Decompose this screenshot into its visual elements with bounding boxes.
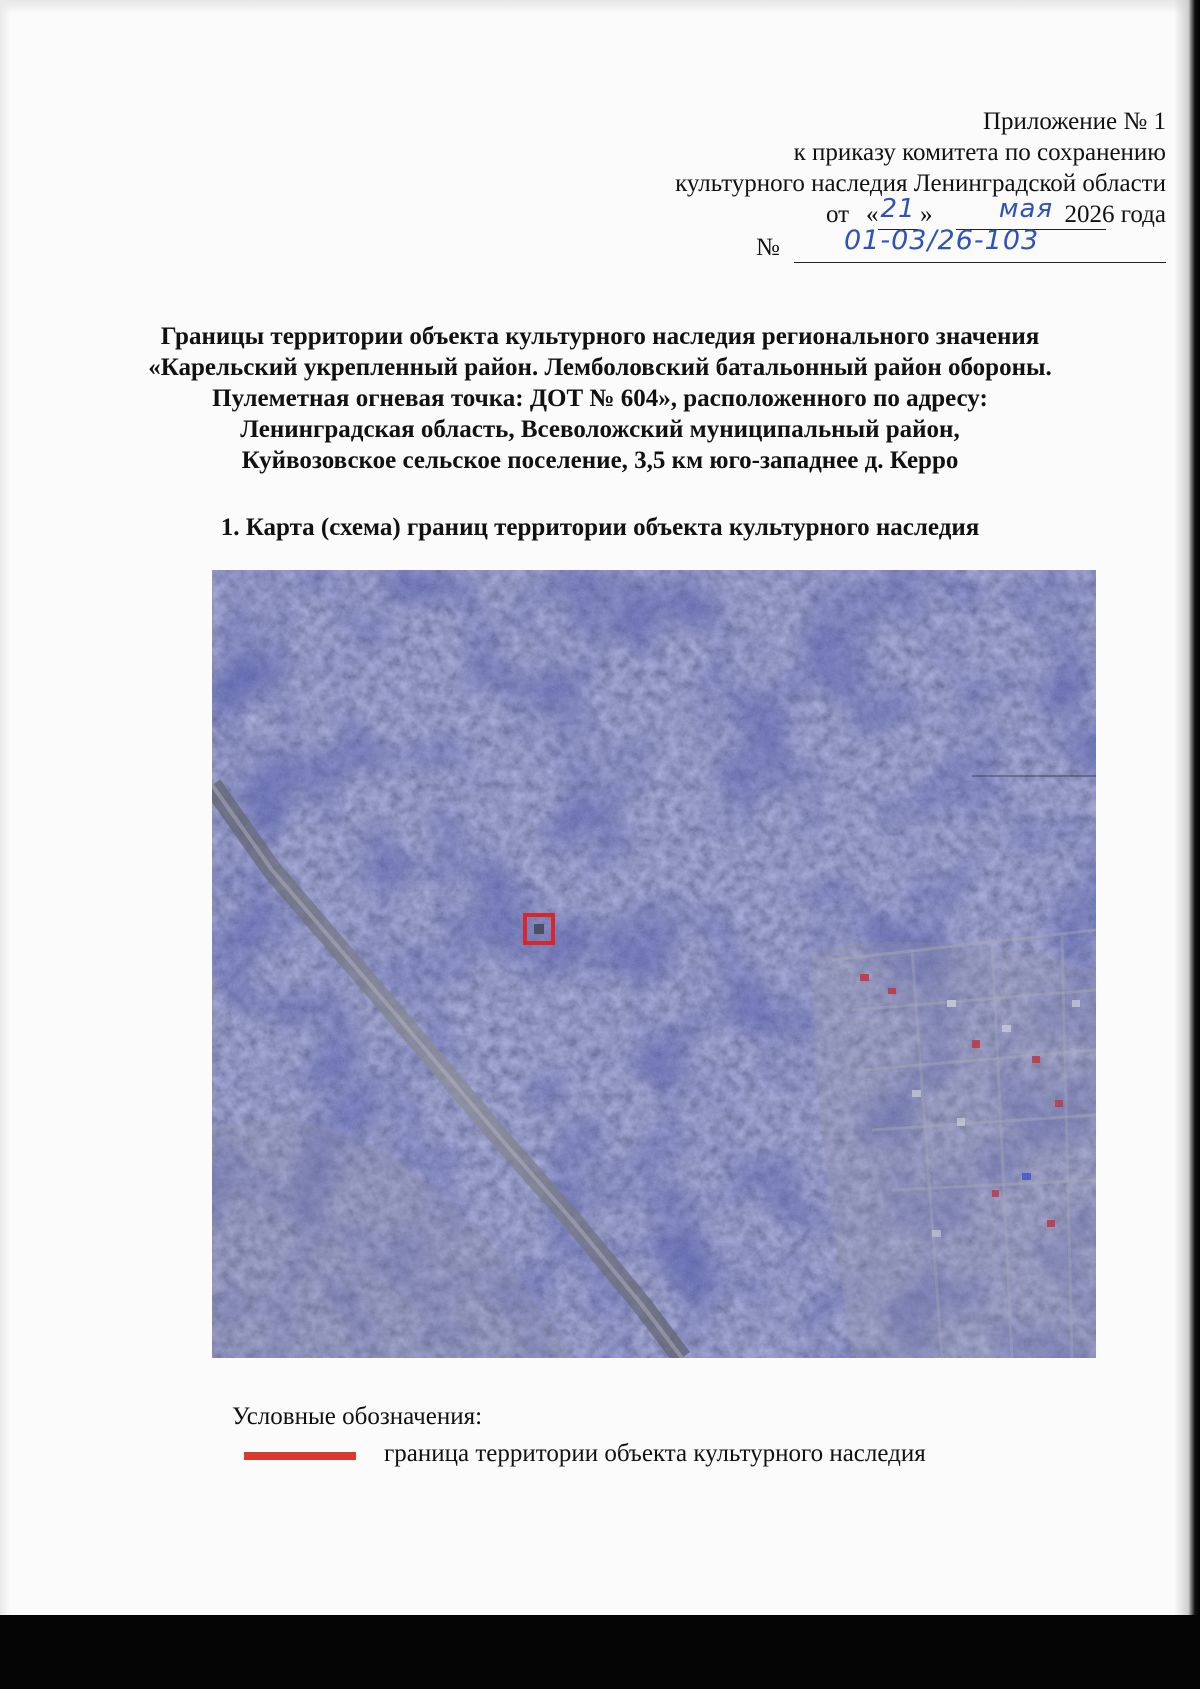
section-heading: 1. Карта (схема) границ территории объекта культурного наследия	[220, 514, 980, 541]
order-number-line	[756, 225, 1166, 266]
date-day-handwritten: 21	[880, 194, 916, 224]
document-title	[100, 321, 1100, 476]
order-number-handwritten: 01-03/26-103	[844, 225, 1040, 256]
title-line: Куйвозовское сельское поселение, 3,5 км юго-западнее д. Керро	[241, 447, 959, 474]
date-year: 2026 года	[1064, 201, 1166, 228]
title-line: Пулеметная огневая точка: ДОТ № 604», расположенного по адресу:	[212, 385, 988, 412]
number-label: №	[756, 234, 780, 261]
appendix-committee: культурного наследия Ленинградской области	[675, 170, 1166, 197]
legend-boundary-label: граница территории объекта культурного наследия	[384, 1440, 926, 1467]
satellite-map	[212, 570, 1096, 1358]
scan-shadow-top	[0, 0, 1200, 14]
appendix-number: Приложение № 1	[982, 108, 1166, 135]
date-prefix: от	[826, 201, 850, 228]
scan-shadow-right	[1174, 0, 1200, 1615]
appendix-order-ref: к приказу комитета по сохранению	[793, 139, 1166, 166]
appendix-header	[566, 106, 1166, 199]
quote-close: »	[920, 201, 933, 228]
title-line: Границы территории объекта культурного наследия регионального значения	[160, 323, 1040, 350]
quote-open: «	[866, 201, 879, 228]
legend-title: Условные обозначения:	[232, 1403, 483, 1430]
dot-604-point	[534, 924, 544, 934]
legend-boundary-swatch	[244, 1452, 356, 1460]
date-month-handwritten: мая	[998, 194, 1054, 224]
scan-bottom-edge	[0, 1615, 1200, 1689]
scan-shadow-left	[0, 0, 10, 1615]
legend-item-boundary	[244, 1438, 1024, 1474]
title-line: Ленинградская область, Всеволожский муниципальный район,	[240, 416, 960, 443]
title-line: «Карельский укрепленный район. Лемболовский батальонный район обороны.	[148, 354, 1052, 381]
